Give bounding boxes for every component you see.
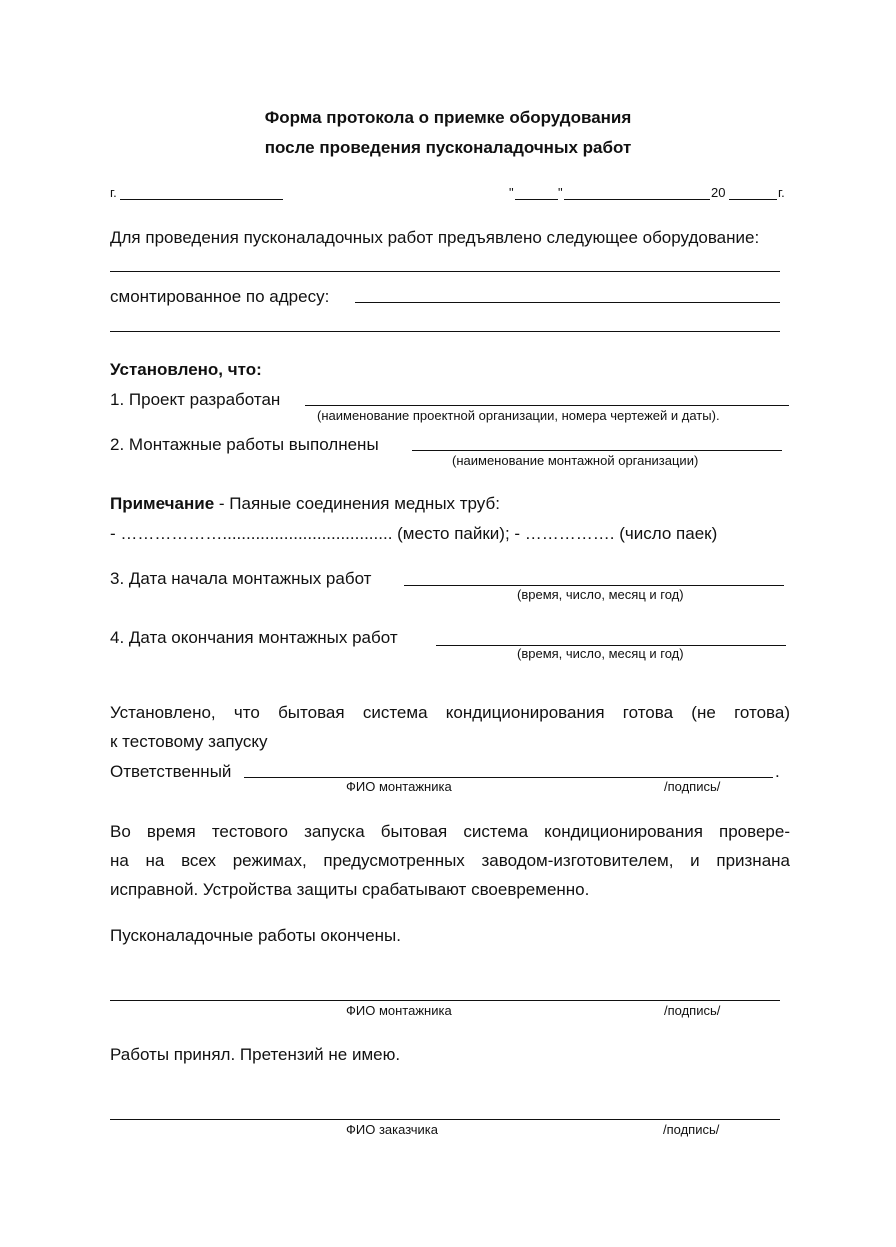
date-quote-close: " [558,185,563,200]
address-field[interactable] [355,302,780,303]
test-line1: Во время тестового запуска бытовая система кондиционирования провере- [110,822,790,841]
readiness-line2: к тестовому запуску [110,732,268,751]
installation-field[interactable] [412,450,782,451]
end-date-caption: (время, число, месяц и год) [517,646,684,661]
document-title-line1: Форма протокола о приемке оборудования [264,108,632,127]
date-quote-open: " [509,185,514,200]
responsible-label: Ответственный [110,762,232,781]
end-date-label: 4. Дата окончания монтажных работ [110,628,398,647]
project-field[interactable] [305,405,789,406]
accepted-text: Работы принял. Претензий не имею. [110,1045,401,1064]
year-suffix: г. [778,185,785,200]
responsible-sign-caption: /подпись/ [664,779,721,794]
test-line2: на на всех режимах, предусмотренных заводом-изготовителем, и признана [110,851,790,870]
year-field[interactable] [729,199,777,200]
test-line3: исправной. Устройства защиты срабатывают своевременно. [110,880,590,899]
equipment-text: Для проведения пусконаладочных работ предъявлено следующее оборудование: [110,228,760,247]
city-field[interactable] [120,199,283,200]
start-date-caption: (время, число, месяц и год) [517,587,684,602]
installer-signature-field[interactable] [110,1000,780,1001]
equipment-field[interactable] [110,271,780,272]
note-text: - Паяные соединения медных труб: [214,494,500,513]
installer-fio-caption: ФИО монтажника [346,1003,452,1018]
established-heading: Установлено, что: [110,360,262,379]
customer-sign-caption: /подпись/ [663,1122,720,1137]
year-prefix: 20 [711,185,726,200]
start-date-field[interactable] [404,585,784,586]
city-prefix: г. [110,185,117,200]
finished-text: Пусконаладочные работы окончены. [110,926,401,945]
document-title-line2: после проведения пусконаладочных работ [264,138,632,157]
installer-sign-caption: /подпись/ [664,1003,721,1018]
installation-caption: (наименование монтажной организации) [452,453,699,468]
note-line [110,494,500,514]
installation-label: 2. Монтажные работы выполнены [110,435,379,454]
responsible-end: . [775,762,780,781]
customer-fio-caption: ФИО заказчика [346,1122,438,1137]
project-caption: (наименование проектной организации, номера чертежей и даты). [317,408,720,423]
readiness-line1: Установлено, что бытовая система кондиционирования готова (не готова) [110,703,790,722]
address-field-continued[interactable] [110,331,780,332]
solder-line[interactable]: - ……………….................................... (место пайки); - ……………. (число паек) [110,524,718,543]
month-field[interactable] [564,199,710,200]
responsible-fio-caption: ФИО монтажника [346,779,452,794]
start-date-label: 3. Дата начала монтажных работ [110,569,372,588]
responsible-field[interactable] [244,777,773,778]
day-field[interactable] [515,199,558,200]
address-label: смонтированное по адресу: [110,287,330,306]
project-label: 1. Проект разработан [110,390,281,409]
customer-signature-field[interactable] [110,1119,780,1120]
note-label: Примечание [110,494,215,513]
